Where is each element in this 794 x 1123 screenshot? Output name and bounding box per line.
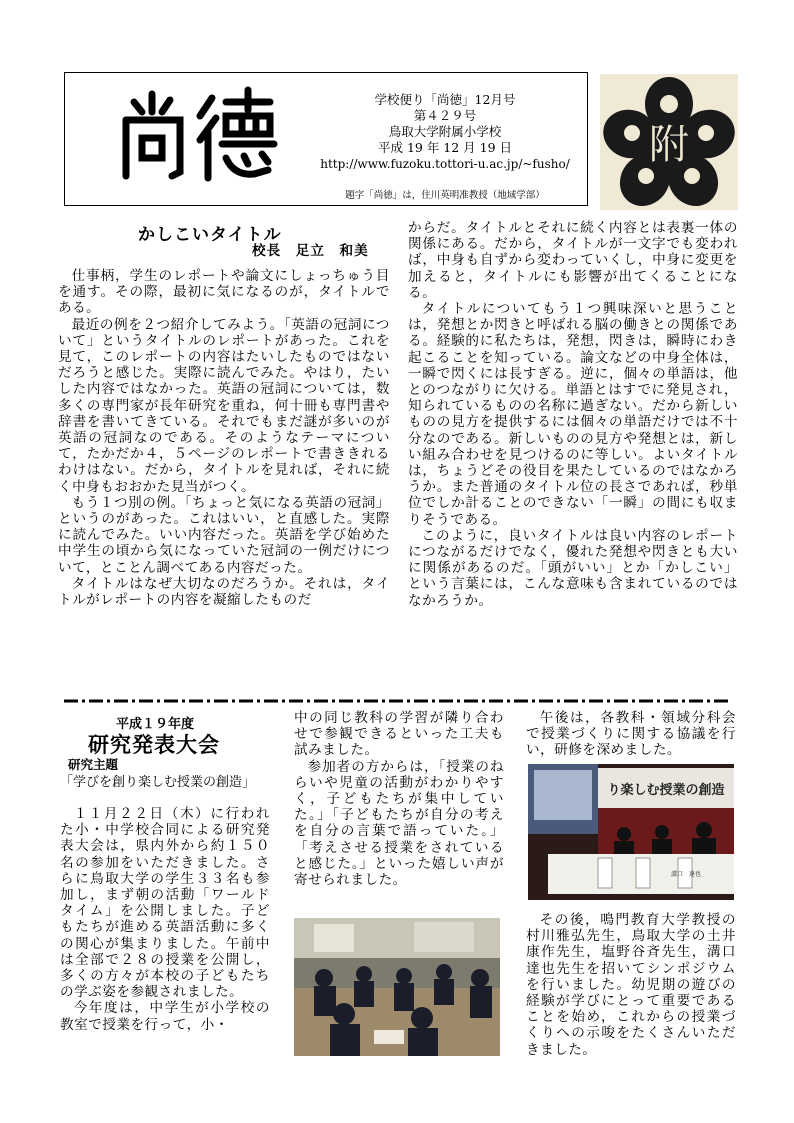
school-emblem (600, 74, 738, 210)
title-caption: 題字「尚徳」は，住川英明准教授（地域学部） (345, 190, 545, 201)
article1-column-right (408, 220, 738, 609)
symposium-name-card: 溝口 達也 (671, 871, 702, 878)
article2-column-right-top (526, 710, 736, 759)
issue-date: 平成 19 年 12 月 19 日 (377, 140, 513, 155)
masthead-logo (104, 80, 290, 192)
article2-paragraph: 参加者の方からは，「授業のねらいや児童の活動がわかりやすく，子どもたちが集中していた。」「子どもたちが自分の考えを自分の言葉で語っていた。」「考えさせる授業をされていると感じた。」といった嬉しい声が寄せられました。 (294, 758, 504, 889)
article2-paragraph: 午後は，各教科・領域分科会で授業づくりに関する協議を行い，研修を深めました。 (526, 710, 736, 759)
symposium-photo (528, 764, 734, 900)
article1-paragraph: からだ。タイトルとそれに続く内容とは表裏一体の関係にある。だから，タイトルが一文字でも変われば，中身も自ずから変わっていくし，中身に変更を加えると，タイトルにも影響が出てくることになる。 (408, 220, 738, 301)
article2-column-left (60, 806, 270, 1033)
issue-number: 第４２９号 (413, 108, 477, 123)
symposium-banner-text: り楽しむ授業の創造 (607, 783, 725, 798)
section-divider (64, 689, 730, 695)
school-name: 鳥取大学附属小学校 (388, 124, 502, 139)
classroom-photo (294, 918, 500, 1056)
article1-paragraph: 最近の例を２つ紹介してみよう。「英語の冠詞について」というタイトルのレポートがあった。これを見て，このレポートの内容はたいしたものではないだろうと感じた。実際に読んでみた。やはり，たいした内容ではなかった。英語の冠詞については，数多くの専門家が長年研究を重ね，何十冊も専門書や辞書を書いてきている。それでもまだ謎が多いのが英語の冠詞なのである。そのようなテーマについて，たかだか４，５ページのレポートで書ききれるわけはない。だから，タイトルを見れば，それに続く中身もおおかた見当がつく。 (58, 316, 390, 495)
article1-paragraph: 仕事柄，学生のレポートや論文にしょっちゅう目を通す。その際，最初に気になるのが，タイトルである。 (58, 268, 390, 317)
article2-kicker: 平成１９年度 (116, 717, 195, 732)
article2-column-right-bottom (526, 912, 736, 1058)
article2-theme-label: 研究主題 (68, 757, 119, 772)
article2-paragraph: その後，鳴門教育大学教授の村川雅弘先生，鳥取大学の土井康作先生，塩野谷斉先生，溝口達也先生を招いてシンポジウムを行いました。幼児期の遊びの経験が学びにとって重要であることを始め，これからの授業づくりへの示唆をたくさんいただきました。 (526, 912, 736, 1058)
article1-byline: 校長 足立 和美 (252, 243, 369, 259)
article2-paragraph: １１月２２日（木）に行われた小・中学校合同による研究発表大会は，県内外から約１５０名の参加をいただきました。さらに鳥取大学の学生３３名も参加し，まず朝の活動「ワールドタイム」を公開しました。子どもたちが進める英語活動に多くの関心が集まりました。午前中は全部で２８の授業を公開し，多くの方々が本校の子どもたちの学ぶ姿を参観されました。 (60, 806, 270, 1001)
article1-paragraph: このように，良いタイトルは良い内容のレポートにつながるだけでなく，優れた発想や閃きとも大いに関係があるのだ。「頭がいい」とか「かしこい」という言葉には，こんな意味も含まれているのではなかろうか。 (408, 527, 738, 609)
article2-theme: 「学びを創り楽しむ授業の創造」 (60, 775, 256, 790)
article2-column-middle (294, 710, 504, 888)
emblem-glyph: 附 (649, 122, 689, 168)
article2-paragraph: 中の同じ教科の学習が隣り合わせで参観できるといった工夫も試みました。 (294, 710, 504, 759)
article1-paragraph: タイトルについてもう１つ興味深いと思うことは，発想とか閃きと呼ばれる脳の働きとの関係である。経験的に私たちは，発想，閃きは，瞬時にわき起こることを知っている。論文などの中身全体は，一瞬で閃くには長すぎる。逆に，個々の単語は，他とのつながりに欠ける。単語とはすでに発見され，知られているものの名称に過ぎない。だから新しいものの見方を提供するには個々の単語だけでは不十分なのである。新しいものの見方や発想とは，新しい組み合わせを見つけるのに等しい。よいタイトルは，ちょうどその役目を果たしているのではなかろうか。また普通のタイトル位の長さであれば，秒単位でしか計ることのできない「一瞬」の間にも収まりそうである。 (408, 301, 738, 528)
school-url-link[interactable]: http://www.fuzoku.tottori-u.ac.jp/~fusho/ (320, 157, 570, 171)
article2-paragraph: 今年度は，中学生が小学校の教室で授業を行って，小・ (60, 1000, 270, 1033)
newsletter-title: 学校便り「尚徳」12月号 (374, 92, 516, 107)
article1-paragraph: タイトルはなぜ大切なのだろうか。それは，タイトルがレポートの内容を凝縮したものだ (58, 575, 390, 609)
article1-column-left (58, 268, 390, 608)
article1-paragraph: もう１つ別の例。「ちょっと気になる英語の冠詞」というのがあった。これはいい，と直感した。実際に読んでみた。いい内容だった。英語を学び始めた中学生の頃から気になっていた冠詞の一例だけについて，とことん調べてある内容だった。 (58, 494, 390, 576)
article1-title: かしこいタイトル (138, 225, 282, 245)
article2-title: 研究発表大会 (88, 732, 220, 757)
